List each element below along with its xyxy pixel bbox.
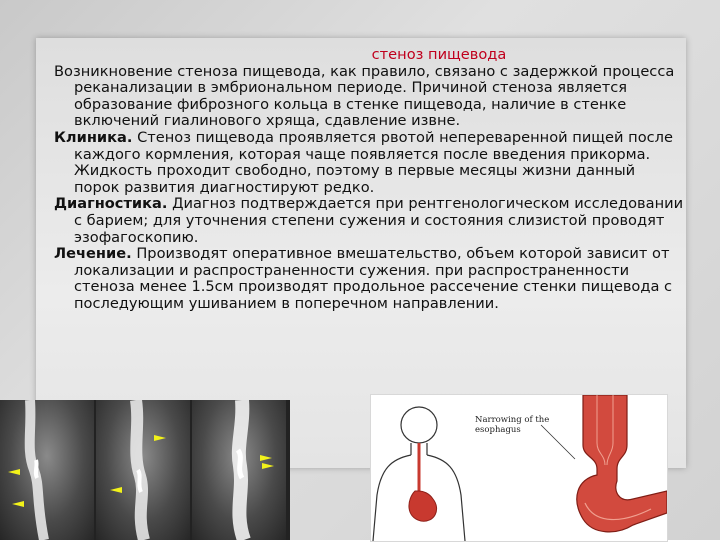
paragraph-treatment-text: Производят оперативное вмешательство, объем которой зависит от локализации и распространенности сужения. при распространенности стеноза менее 1.5см производят продольное рассечение стенки пищевода с последующим ушиванием в поперечном направлении. xyxy=(74,245,673,312)
paragraph-diagnostics-lead: Диагностика. xyxy=(54,195,168,213)
paragraph-clinic-lead: Клиника. xyxy=(54,128,133,146)
paragraph-clinic xyxy=(54,130,684,196)
paragraph-intro xyxy=(54,64,684,130)
paragraph-treatment xyxy=(54,246,684,312)
paragraph-treatment-lead: Лечение. xyxy=(54,245,132,263)
xray-frame-1 xyxy=(0,400,94,540)
paragraph-intro-text: Возникновение стеноза пищевода, как правило, связано с задержкой процесса реканализации в эмбриональном периоде. Причиной стеноза является образование фиброзного кольца в стенке пищевода, наличие в стенке включений гиалинового хряща, сдавление извне. xyxy=(54,62,675,130)
xray-frame-3 xyxy=(192,400,286,540)
xray-images xyxy=(0,400,290,540)
esophagus-diagram xyxy=(370,394,668,542)
xray-frame-2 xyxy=(96,400,190,540)
diagram-label: Narrowing of the esophagus xyxy=(475,415,550,435)
slide-title: стеноз пищевода xyxy=(371,46,507,63)
slide-text xyxy=(54,47,684,313)
paragraph-clinic-text: Стеноз пищевода проявляется рвотой непереваренной пищей после каждого кормления, которая чаще появляется после введения прикорма. Жидкость проходит свободно, поэтому в первые месяцы жизни данный порок развития диагностируют редко. xyxy=(74,128,673,196)
paragraph-diagnostics-text: Диагноз подтверждается при рентгенологическом исследовании с барием; для уточнения степени сужения и состояния слизистой проводят эзофагоскопию. xyxy=(74,195,684,246)
paragraph-diagnostics xyxy=(54,196,684,246)
